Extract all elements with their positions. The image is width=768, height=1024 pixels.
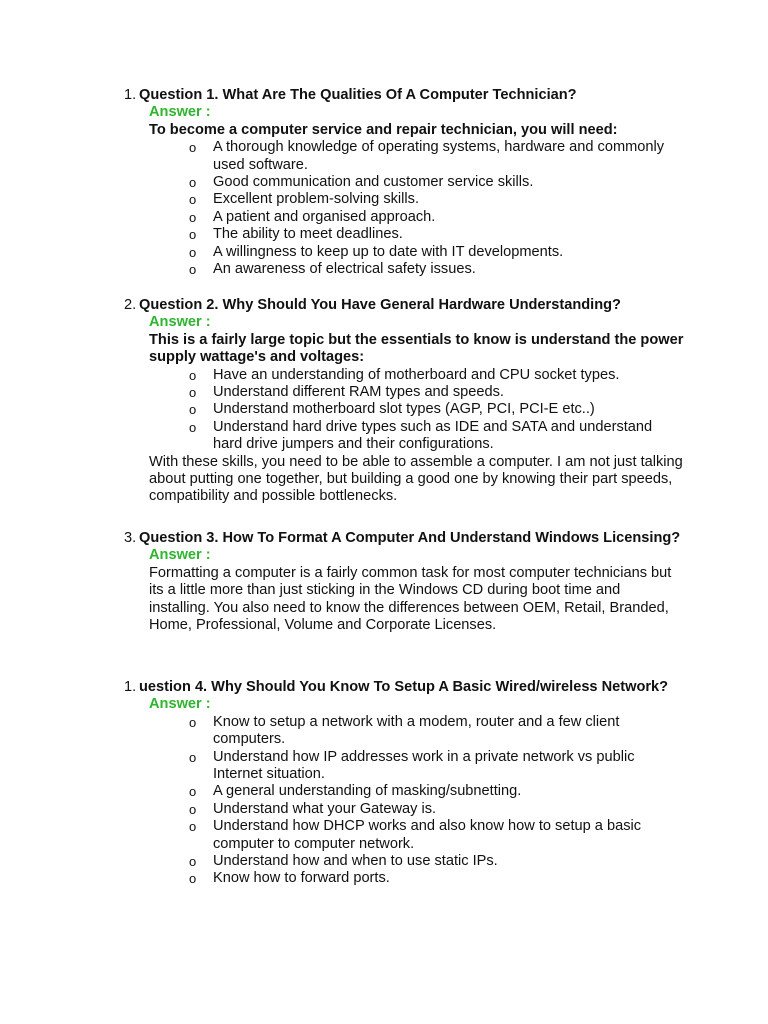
list-item [149, 870, 673, 887]
list-item [149, 139, 673, 174]
answer-label: Answer : [149, 696, 211, 713]
list-item-text: Have an understanding of motherboard and CPU socket types. [213, 366, 620, 383]
list-item [149, 419, 673, 454]
bullet-icon: o [189, 714, 197, 730]
bullet-list [149, 714, 684, 888]
bullet-list [149, 139, 684, 278]
question-1 [124, 87, 684, 278]
list-item-text: Understand how DHCP works and also know how to setup a basic computer to computer network. [213, 818, 642, 852]
answer-label: Answer : [149, 314, 211, 331]
question-title [124, 679, 684, 696]
question-title [124, 297, 684, 314]
list-item [149, 209, 673, 226]
list-item-text: Good communication and customer service skills. [213, 174, 534, 191]
bullet-icon: o [189, 209, 197, 225]
question-text: Question 1. What Are The Qualities Of A Computer Technician? [139, 87, 577, 103]
bullet-icon: o [189, 801, 197, 817]
question-4 [124, 679, 684, 888]
list-item [149, 174, 673, 191]
list-item-text: Excellent problem-solving skills. [213, 191, 420, 208]
bullet-icon: o [189, 262, 197, 278]
question-number: 1. [124, 87, 137, 103]
bullet-icon: o [189, 385, 197, 401]
question-number: 3. [124, 530, 137, 546]
answer-paragraph: With these skills, you need to be able to assemble a computer. I am not just talking about putting one together, but building a good one by knowing their part speeds, compatibility and possible bottlenecks. [149, 453, 683, 505]
list-item [149, 401, 673, 418]
list-item-text: Understand different RAM types and speeds. [213, 384, 504, 401]
bullet-icon: o [189, 140, 197, 156]
list-item [149, 714, 673, 749]
list-item [149, 783, 673, 800]
list-item-text: A thorough knowledge of operating systems, hardware and commonly used software. [213, 139, 665, 173]
list-item [149, 749, 673, 784]
list-item [149, 244, 673, 261]
list-item-text: An awareness of electrical safety issues. [213, 261, 476, 278]
list-item-text: Understand what your Gateway is. [213, 800, 437, 817]
list-item [149, 853, 673, 870]
answer-intro: To become a computer service and repair technician, you will need: [149, 121, 618, 138]
bullet-icon: o [189, 784, 197, 800]
list-item [149, 384, 673, 401]
question-title [124, 87, 684, 104]
list-item-text: Understand hard drive types such as IDE and SATA and understand hard drive jumpers and their configurations. [213, 418, 653, 453]
answer-label: Answer : [149, 547, 211, 564]
bullet-icon: o [189, 871, 197, 887]
bullet-icon: o [189, 367, 197, 383]
list-item-text: Know how to forward ports. [213, 870, 390, 887]
question-2 [124, 297, 684, 506]
answer-paragraph: Formatting a computer is a fairly common task for most computer technicians but its a little more than just sticking in the Windows CD during boot time and installing. You also need to know the differences between OEM, Retail, Branded, Home, Professional, Volume and Corporate Licenses. [149, 564, 672, 634]
bullet-icon: o [189, 227, 197, 243]
question-number: 1. [124, 679, 137, 695]
bullet-icon: o [189, 402, 197, 418]
question-title [124, 530, 684, 547]
list-item-text: Know to setup a network with a modem, router and a few client computers. [213, 713, 620, 748]
bullet-icon: o [189, 854, 197, 870]
answer-label: Answer : [149, 104, 211, 121]
list-item [149, 261, 673, 278]
list-item-text: A patient and organised approach. [213, 208, 436, 225]
bullet-icon: o [189, 749, 197, 765]
list-item-text: A general understanding of masking/subnetting. [213, 783, 522, 800]
list-item-text: Understand how and when to use static IPs. [213, 853, 498, 870]
list-item-text: Understand how IP addresses work in a private network vs public Internet situation. [213, 748, 635, 783]
bullet-icon: o [189, 819, 197, 835]
question-text: Question 3. How To Format A Computer And Understand Windows Licensing? [139, 530, 681, 546]
bullet-icon: o [189, 419, 197, 435]
answer-intro: This is a fairly large topic but the essentials to know is understand the power supply wattage's and voltages: [149, 331, 684, 366]
list-item-text: The ability to meet deadlines. [213, 226, 403, 243]
bullet-icon: o [189, 175, 197, 191]
list-item [149, 191, 673, 208]
question-text: Question 2. Why Should You Have General Hardware Understanding? [139, 297, 621, 313]
bullet-icon: o [189, 244, 197, 260]
question-3 [124, 530, 684, 634]
question-text: uestion 4. Why Should You Know To Setup A Basic Wired/wireless Network? [139, 679, 669, 695]
question-number: 2. [124, 297, 137, 313]
list-item [149, 801, 673, 818]
bullet-list [149, 367, 684, 454]
list-item-text: A willingness to keep up to date with IT developments. [213, 243, 564, 260]
list-item-text: Understand motherboard slot types (AGP, PCI, PCI-E etc..) [213, 401, 595, 418]
list-item [149, 818, 673, 853]
bullet-icon: o [189, 192, 197, 208]
list-item [149, 367, 673, 384]
list-item [149, 226, 673, 243]
